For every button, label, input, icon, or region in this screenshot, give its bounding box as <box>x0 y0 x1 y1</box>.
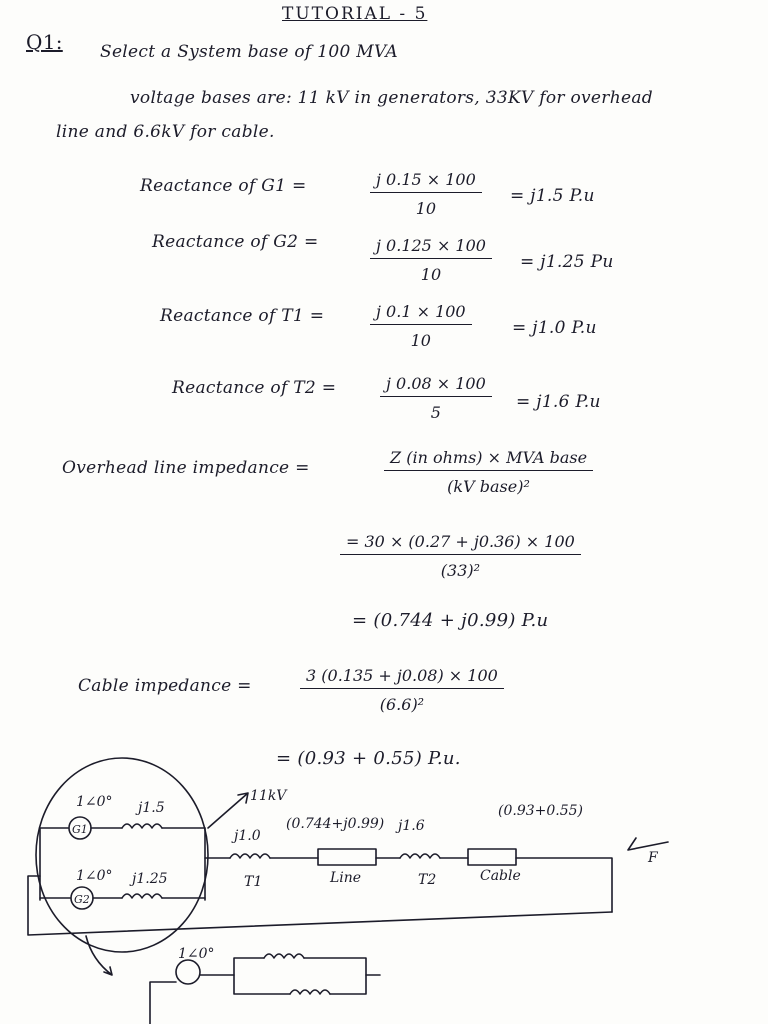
bus-voltage-arrow <box>208 793 248 828</box>
cable-label-diagram: Cable <box>480 868 521 884</box>
equiv-parallel-frame <box>234 958 366 994</box>
bus-voltage-label: 11kV <box>250 788 287 804</box>
g1-inductor <box>122 824 162 828</box>
cable-impedance-label: (0.93+0.55) <box>498 803 583 819</box>
overhead-step-denominator: (33)² <box>440 561 481 580</box>
g2-reactance-label: j1.25 <box>132 871 168 887</box>
t2-reactance-label: j1.6 <box>398 818 425 834</box>
cable-numerator: 3 (0.135 + j0.08) × 100 <box>300 666 504 689</box>
line-impedance-label: (0.744+j0.99) <box>286 816 385 832</box>
g2-inductor <box>122 894 162 898</box>
reactance-g1-label: Reactance of G1 = <box>140 176 307 196</box>
reactance-g1-result: = j1.5 P.u <box>510 186 595 206</box>
question-number: Q1: <box>26 30 63 54</box>
cable-result: = (0.93 + 0.55) P.u. <box>276 748 461 769</box>
reactance-t1-result: = j1.0 P.u <box>512 318 597 338</box>
intro-line-2: voltage bases are: 11 kV in generators, 33KV for overhead <box>130 88 653 108</box>
g1-reactance-label: j1.5 <box>138 800 165 816</box>
cable-label: Cable impedance = <box>78 676 252 696</box>
reactance-g1-denominator: 10 <box>415 199 437 218</box>
reactance-g2-label: Reactance of G2 = <box>152 232 319 252</box>
fault-arrow <box>628 838 668 850</box>
reactance-g2-numerator: j 0.125 × 100 <box>370 236 492 259</box>
t1-label: T1 <box>244 874 263 890</box>
overhead-result: = (0.744 + j0.99) P.u <box>352 610 549 631</box>
equiv-angle-label: 1∠0° <box>178 946 215 962</box>
g2-angle-label: 1∠0° <box>76 868 113 884</box>
fault-label: F <box>648 850 658 866</box>
line-label: Line <box>330 870 362 886</box>
reactance-t1-denominator: 10 <box>410 331 431 350</box>
equiv-left-wire <box>150 982 176 1024</box>
overhead-formula-numerator: Z (in ohms) × MVA base <box>384 448 593 471</box>
equiv-inductor-top <box>264 954 304 958</box>
reactance-g2-result: = j1.25 Pu <box>520 252 614 272</box>
g2-label: G2 <box>74 893 90 906</box>
intro-line-1: Select a System base of 100 MVA <box>100 42 398 62</box>
g1-angle-label: 1∠0° <box>76 794 113 810</box>
reactance-t1-numerator: j 0.1 × 100 <box>370 302 472 325</box>
equiv-inductor-bottom <box>290 990 330 994</box>
reactance-t2-numerator: j 0.08 × 100 <box>380 374 492 397</box>
reactance-g1-numerator: j 0.15 × 100 <box>370 170 482 193</box>
reactance-t1-label: Reactance of T1 = <box>160 306 325 326</box>
return-wire <box>28 876 612 935</box>
t2-label: T2 <box>418 872 437 888</box>
reactance-t2-denominator: 5 <box>430 403 441 422</box>
cable-denominator: (6.6)² <box>379 695 425 714</box>
page-title: TUTORIAL - 5 <box>282 4 428 24</box>
overhead-label: Overhead line impedance = <box>62 458 310 478</box>
equivalent-pointer-arrow <box>86 936 112 975</box>
intro-line-3: line and 6.6kV for cable. <box>56 122 275 142</box>
reactance-g2-denominator: 10 <box>420 265 442 284</box>
overhead-step-numerator: = 30 × (0.27 + j0.36) × 100 <box>340 532 581 555</box>
overhead-formula-denominator: (kV base)² <box>447 477 530 496</box>
reactance-t2-result: = j1.6 P.u <box>516 392 601 412</box>
equiv-source-circle <box>176 960 200 984</box>
cable-resistor <box>468 849 516 865</box>
t1-reactance-label: j1.0 <box>234 828 261 844</box>
series-wire-5 <box>516 858 612 912</box>
reactance-t2-label: Reactance of T2 = <box>172 378 337 398</box>
g1-label: G1 <box>72 823 88 836</box>
t2-inductor <box>400 854 440 858</box>
t1-inductor <box>230 854 270 858</box>
line-resistor <box>318 849 376 865</box>
generator-group-circle <box>36 758 208 952</box>
